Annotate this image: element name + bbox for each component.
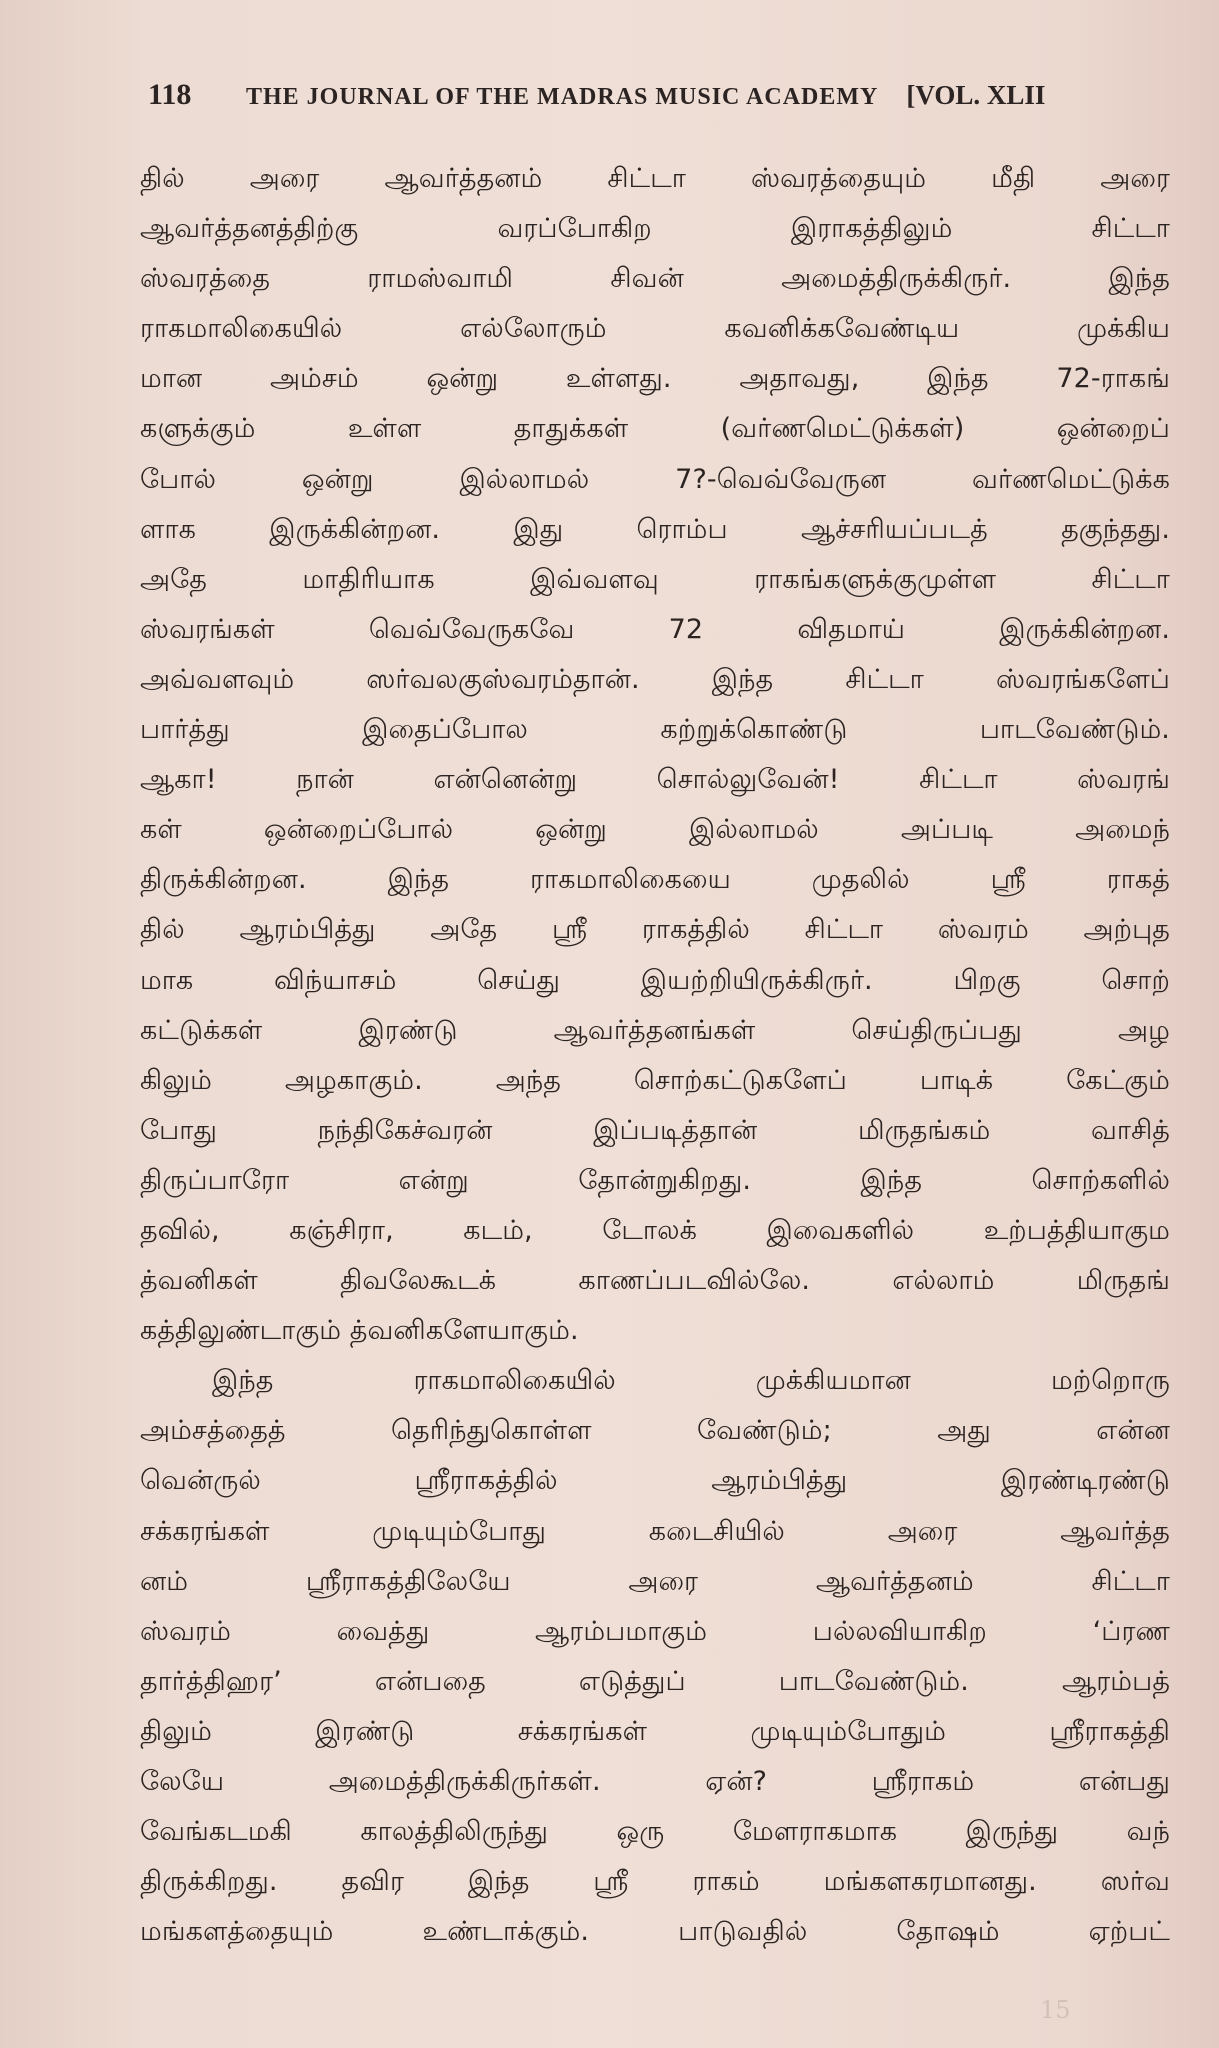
journal-title: THE JOURNAL OF THE MADRAS MUSIC ACADEMY (246, 84, 879, 110)
text-line: மங்களத்தையும் உண்டாக்கும். பாடுவதில் தோஷம் ஏற்பட் (140, 1916, 1170, 1948)
text-line: தவில், கஞ்சிரா, கடம், டோலக் இவைகளில் உற்பத்தியாகும (140, 1214, 1170, 1246)
text-line: அதே மாதிரியாக இவ்வளவு ராகங்களுக்குமுள்ள சிட்டா (140, 563, 1170, 595)
text-line: கட்டுக்கள் இரண்டு ஆவர்த்தனங்கள் செய்திருப்பது அழ (140, 1014, 1170, 1046)
text-line: போது நந்திகேச்வரன் இப்படித்தான் மிருதங்கம் வாசித் (140, 1114, 1170, 1146)
text-line: மான அம்சம் ஒன்று உள்ளது. அதாவது, இந்த 72-ராகங் (140, 363, 1170, 395)
text-line: சக்கரங்கள் முடியும்போது கடைசியில் அரை ஆவர்த்த (140, 1515, 1170, 1547)
text-line: களுக்கும் உள்ள தாதுக்கள் (வர்ணமெட்டுக்கள்) ஒன்றைப் (140, 413, 1170, 445)
text-line: ளாக இருக்கின்றன. இது ரொம்ப ஆச்சரியப்படத் தகுந்தது. (140, 513, 1170, 545)
text-line: கள் ஒன்றைப்போல் ஒன்று இல்லாமல் அப்படி அமைந் (140, 814, 1170, 846)
text-line: ராகமாலிகையில் எல்லோரும் கவனிக்கவேண்டிய முக்கிய (140, 313, 1170, 345)
text-line: ஸ்வரத்தை ராமஸ்வாமி சிவன் அமைத்திருக்கிருர். இந்த (140, 263, 1170, 295)
text-line: தில் அரை ஆவர்த்தனம் சிட்டா ஸ்வரத்தையும் மீதி அரை (140, 163, 1170, 194)
text-line: தில் ஆரம்பித்து அதே ஸ்ரீ ராகத்தில் சிட்டா ஸ்வரம் அற்புத (140, 914, 1170, 946)
text-line: ஸ்வரங்கள் வெவ்வேருகவே 72 விதமாய் இருக்கின்றன. (140, 613, 1170, 645)
text-line: கிலும் அழகாகும். அந்த சொற்கட்டுகளேப் பாடிக் கேட்கும் (140, 1064, 1170, 1096)
text-line: திருப்பாரோ என்று தோன்றுகிறது. இந்த சொற்களில் (140, 1164, 1170, 1196)
text-line: திலும் இரண்டு சக்கரங்கள் முடியும்போதும் ஸ்ரீராகத்தி (140, 1715, 1170, 1747)
text-line: லேயே அமைத்திருக்கிருர்கள். ஏன்? ஸ்ரீராகம் என்பது (140, 1766, 1170, 1797)
text-line: கத்திலுண்டாகும் த்வனிகளேயாகும். (140, 1315, 579, 1347)
body-text (140, 154, 1170, 2034)
text-line: இந்த ராகமாலிகையில் முக்கியமான மற்றொரு (212, 1365, 1170, 1397)
text-line: ஆவர்த்தனத்திற்கு வரப்போகிற இராகத்திலும் சிட்டா (140, 213, 1170, 245)
text-line: பார்த்து இதைப்போல கற்றுக்கொண்டு பாடவேண்டும். (140, 714, 1170, 746)
text-line: போல் ஒன்று இல்லாமல் 7?-வெவ்வேருன வர்ணமெட்டுக்க (140, 463, 1170, 495)
text-line: த்வனிகள் திவலேகூடக் காணப்படவில்லே. எல்லாம் மிருதங் (140, 1265, 1170, 1297)
text-line: திருக்கிறது. தவிர இந்த ஸ்ரீ ராகம் மங்களகரமானது. ஸர்வ (140, 1866, 1170, 1898)
text-line: மாக விந்யாசம் செய்து இயற்றியிருக்கிருர். பிறகு சொற் (140, 964, 1170, 996)
text-line: தார்த்திஹர’ என்பதை எடுத்துப் பாடவேண்டும். ஆரம்பத் (140, 1665, 1170, 1697)
text-line: அவ்வளவும் ஸர்வலகுஸ்வரம்தான். இந்த சிட்டா ஸ்வரங்களேப் (140, 663, 1170, 695)
text-line: னம் ஸ்ரீராகத்திலேயே அரை ஆவர்த்தனம் சிட்டா (140, 1565, 1170, 1597)
running-header (148, 78, 1168, 118)
text-line: வென்ருல் ஸ்ரீராகத்தில் ஆரம்பித்து இரண்டிரண்டு (140, 1465, 1170, 1497)
text-line: அம்சத்தைத் தெரிந்துகொள்ள வேண்டும்; அது என்ன (140, 1415, 1170, 1447)
text-line: வேங்கடமகி காலத்திலிருந்து ஒரு மேளராகமாக இருந்து வந் (140, 1816, 1170, 1848)
faint-page-mark: 15 (1040, 1996, 1071, 2024)
text-line: ஸ்வரம் வைத்து ஆரம்பமாகும் பல்லவியாகிற ‘ப்ரண (140, 1615, 1170, 1647)
page-number: 118 (148, 78, 192, 111)
volume-label: [VOL. XLII (906, 80, 1046, 110)
text-line: திருக்கின்றன. இந்த ராகமாலிகையை முதலில் ஸ்ரீ ராகத் (140, 864, 1170, 896)
text-line: ஆகா! நான் என்னென்று சொல்லுவேன்! சிட்டா ஸ்வரங் (140, 764, 1170, 796)
